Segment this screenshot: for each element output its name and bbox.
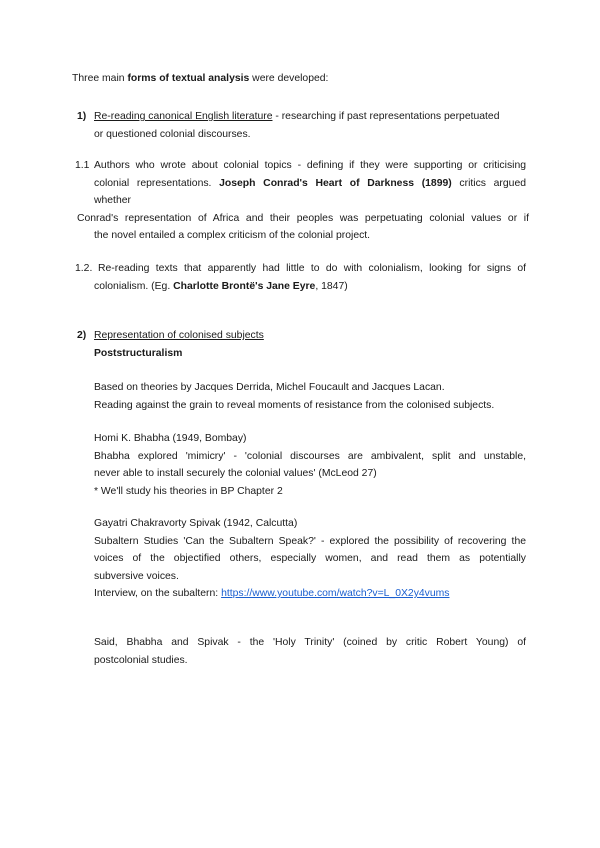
item-1-2-line2-pre: colonialism. (Eg. (94, 280, 174, 292)
item-1-title: Re-reading canonical English literature (94, 111, 273, 122)
spivak-line3: subversive voices. (94, 570, 179, 582)
intro-text-end: were developed: (249, 73, 329, 84)
interview-label: Interview, on the subaltern: (94, 588, 222, 599)
item-1-1-line3: whether (94, 195, 131, 206)
item-1-2-line1-wrap (98, 260, 526, 278)
item-1-1-number: 1.1 (75, 160, 90, 171)
spivak-interview (94, 585, 526, 603)
item-1-1-line4: Conrad's representation of Africa and their peoples was perpetuating colonial values or if (77, 212, 529, 224)
item-1-2-line1: Re-reading texts that apparently had little to do with colonialism, looking for signs of (98, 263, 526, 274)
bhabha-line2: never able to install securely the colonial values' (McLeod 27) (94, 468, 377, 479)
item-1-2-number: 1.2. (75, 263, 93, 274)
theories-line2: Reading against the grain to reveal moments of resistance from the colonised subjects. (94, 399, 495, 411)
bhabha-line3: * We'll study his theories in BP Chapter 2 (94, 485, 283, 497)
trinity-paragraph (94, 634, 526, 669)
item-1-line2: or questioned colonial discourses. (94, 128, 251, 140)
spivak-line2: voices of the objectified others, especially women, and read them as potentially (94, 553, 526, 564)
theories-line1: Based on theories by Jacques Derrida, Michel Foucault and Jacques Lacan. (94, 382, 445, 393)
item-2-number: 2) (77, 330, 87, 341)
item-1-2-work: Charlotte Brontë's Jane Eyre (173, 280, 316, 292)
item-1-1-work: Joseph Conrad's Heart of Darkness (1899) (219, 177, 452, 189)
item-2-title: Representation of colonised subjects (94, 330, 264, 341)
bhabha-section (94, 430, 526, 500)
item-1-1-line1: Authors who wrote about colonial topics - defining if they were supporting or criticising (94, 160, 526, 171)
youtube-link[interactable]: https://www.youtube.com/watch?v=L_0X2y4vums (221, 588, 450, 599)
item-1-1-line2 (94, 175, 526, 193)
item-1-2-line2-post: , 1847) (315, 280, 348, 292)
item-1-1-text (94, 157, 526, 210)
bhabha-line1: Bhabha explored 'mimicry' - 'colonial discourses are ambivalent, split and unstable, (94, 450, 526, 462)
item-1-text (94, 108, 526, 143)
theories-paragraph (94, 379, 534, 414)
item-2-subtitle: Poststructuralism (94, 347, 183, 359)
spivak-line1: Subaltern Studies 'Can the Subaltern Speak?' - explored the possibility of recovering the (94, 535, 526, 547)
item-1-2-line2 (94, 278, 526, 296)
item-1-rest: - researching if past representations perpetuated (272, 111, 500, 122)
item-1-1-line2-post: critics argued (451, 177, 527, 189)
intro-bold: forms of textual analysis (127, 73, 250, 84)
intro-text: Three main (72, 73, 128, 84)
intro-paragraph (72, 70, 532, 88)
item-1-1-continued (77, 210, 529, 245)
item-2-text (94, 327, 526, 362)
item-1-number: 1) (77, 111, 87, 122)
spivak-section (94, 515, 526, 603)
item-1-1-line5: the novel entailed a complex criticism of the colonial project. (94, 230, 371, 241)
item-1-1-line2-pre: colonial representations. (94, 177, 220, 189)
bhabha-heading: Homi K. Bhabha (1949, Bombay) (94, 433, 247, 444)
trinity-line1: Said, Bhabha and Spivak - the 'Holy Trinity' (coined by critic Robert Young) of (94, 637, 526, 648)
spivak-heading: Gayatri Chakravorty Spivak (1942, Calcutta) (94, 518, 298, 529)
trinity-line2: postcolonial studies. (94, 654, 188, 666)
